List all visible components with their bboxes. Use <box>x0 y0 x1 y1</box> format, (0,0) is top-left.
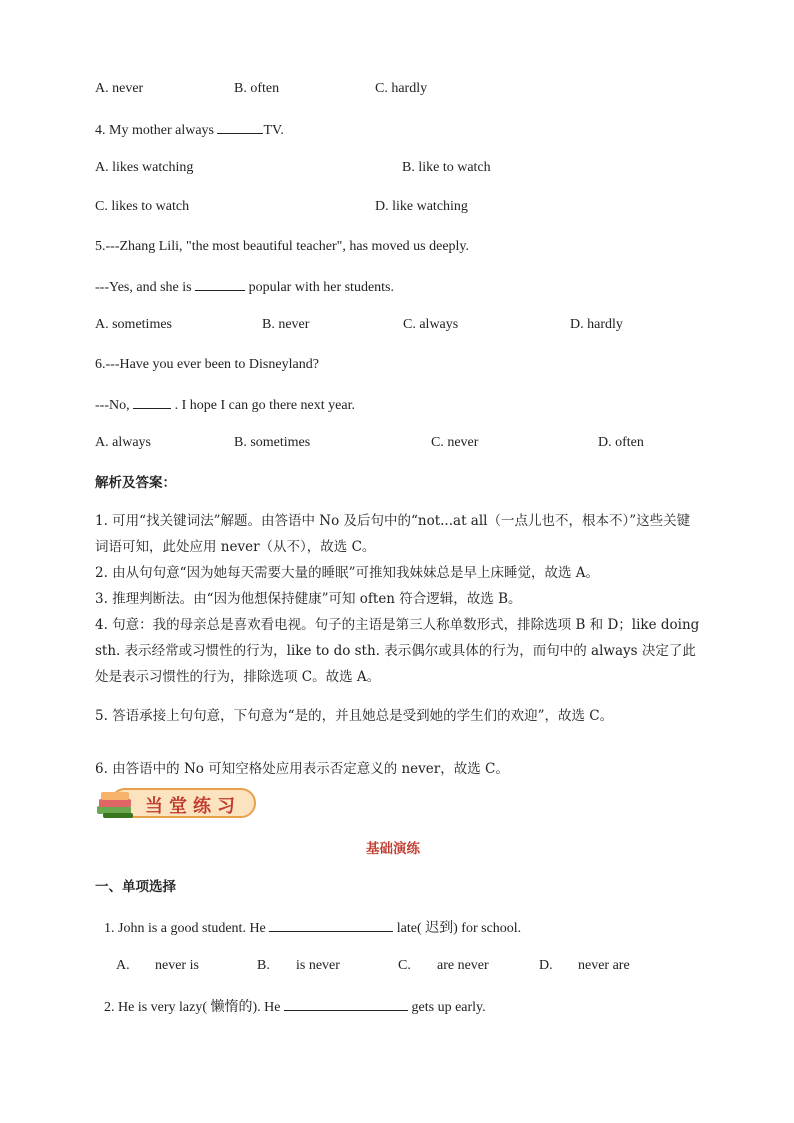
answer-6: 6. 由答语中的 No 可知空格处应用表示否定意义的 never，故选 C。 <box>95 761 509 777</box>
q5-line1: 5.---Zhang Lili, "the most beautiful teacher", has moved us deeply. <box>95 239 470 254</box>
exercise-2-blank <box>284 997 408 1011</box>
q6-line2-pre: ---No, <box>95 398 134 413</box>
exercise-1-post: late( 迟到) for school. <box>393 921 522 936</box>
q5-option-a: A. sometimes <box>95 317 172 332</box>
q5-line2-pre: ---Yes, and she is <box>95 280 196 295</box>
answer-4: 4. 句意：我的母亲总是喜欢看电视。句子的主语是第三人称单数形式，排除选项 B 和 D；like doing sth. 表示经常或习惯性的行为，like to do sth. 表示偶尔或具体的行为，而句中的 always 决定了此处是表示习惯性的行为，排除选项 C。故选 A。 <box>95 617 700 685</box>
q6-option-d: D. often <box>598 435 644 450</box>
answer-5: 5. 答语承接上句句意，下句意为“是的，并且她总是受到她的学生们的欢迎”，故选 C。 <box>95 708 614 724</box>
q5-option-b: B. never <box>262 317 310 332</box>
q3-option-c: C. hardly <box>375 81 428 96</box>
q4-option-b: B. like to watch <box>402 160 491 175</box>
q5-option-c: C. always <box>403 317 459 332</box>
exercise-1-option-a: never is <box>155 958 199 973</box>
class-practice-badge <box>95 786 257 820</box>
exercise-2-post: gets up early. <box>408 1000 486 1015</box>
q4-stem <box>95 120 284 140</box>
exercise-1-stem <box>104 918 521 938</box>
q4-option-c: C. likes to watch <box>95 199 190 214</box>
exercise-1-option-d: never are <box>578 958 630 973</box>
exercise-1-pre: 1. John is a good student. He <box>104 921 270 936</box>
q4-option-a: A. likes watching <box>95 160 194 175</box>
q5-line2 <box>95 277 394 297</box>
exercise-1-option-a-letter: A. <box>116 958 130 973</box>
q4-stem-pre: 4. My mother always <box>95 123 218 138</box>
q6-option-a: A. always <box>95 435 151 450</box>
q6-option-c: C. never <box>431 435 479 450</box>
q5-blank <box>195 277 245 291</box>
q6-option-b: B. sometimes <box>234 435 311 450</box>
badge-label: 当堂练习 <box>145 796 241 817</box>
exercise-1-option-b: is never <box>296 958 340 973</box>
answers-heading: 解析及答案： <box>95 475 176 491</box>
section-title: 基础演练 <box>366 841 420 857</box>
exercise-2-pre: 2. He is very lazy( 懒惰的). He <box>104 1000 285 1015</box>
exercise-1-blank <box>269 918 393 932</box>
q4-blank <box>217 120 263 134</box>
answer-1: 1. 可用“找关键词法”解题。由答语中 No 及后句中的“not...at all（一点儿也不，根本不）”这些关键词语可知，此处应用 never（从不），故选 C。 <box>95 513 691 555</box>
q6-line1: 6.---Have you ever been to Disneyland? <box>95 357 319 372</box>
exercise-1-option-c: are never <box>437 958 489 973</box>
q4-stem-post: TV. <box>263 123 284 138</box>
q5-line2-post: popular with her students. <box>245 280 394 295</box>
answer-3: 3. 推理判断法。由“因为他想保持健康”可知 often 符合逻辑，故选 B。 <box>95 591 522 607</box>
q3-option-a: A. never <box>95 81 144 96</box>
q5-option-d: D. hardly <box>570 317 623 332</box>
exercise-2-stem <box>104 997 486 1017</box>
part-heading: 一、单项选择 <box>95 879 176 895</box>
q6-line2-post: . I hope I can go there next year. <box>171 398 355 413</box>
q6-blank <box>133 395 171 409</box>
q3-option-b: B. often <box>234 81 280 96</box>
q6-line2 <box>95 395 355 415</box>
answer-2: 2. 由从句句意“因为她每天需要大量的睡眠”可推知我妹妹总是早上床睡觉，故选 A。 <box>95 565 600 581</box>
exercise-1-option-b-letter: B. <box>257 958 270 973</box>
exercise-1-option-c-letter: C. <box>398 958 411 973</box>
exercise-1-option-d-letter: D. <box>539 958 553 973</box>
q4-option-d: D. like watching <box>375 199 468 214</box>
